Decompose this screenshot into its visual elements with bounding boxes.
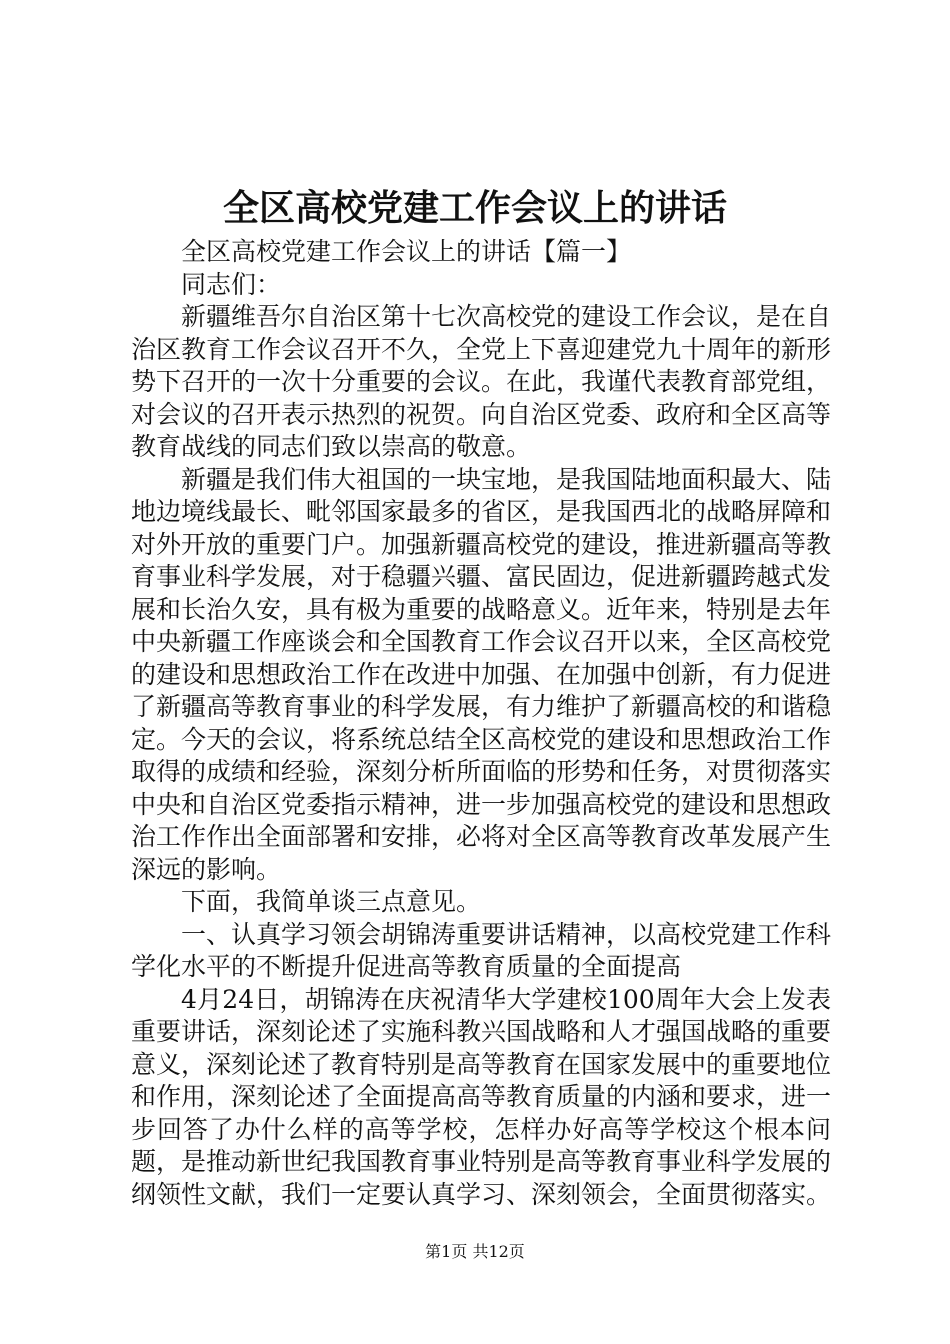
point-heading: 一、认真学习领会胡锦涛重要讲话精神，以高校党建工作科学化水平的不断提升促进高等教育质量的全面提高 (131, 919, 832, 981)
paragraph: 新疆是我们伟大祖国的一块宝地，是我国陆地面积最大、陆地边境线最长、毗邻国家最多的省区，是我国西北的战略屏障和对外开放的重要门户。加强新疆高校党的建设，推进新疆高等教育事业科学发展，对于稳疆兴疆、富民固边，促进新疆跨越式发展和长治久安，具有极为重要的战略意义。近年来，特别是去年中央新疆工作座谈会和全国教育工作会议召开以来，全区高校党的建设和思想政治工作在改进中加强、在加强中创新，有力促进了新疆高等教育事业的科学发展，有力维护了新疆高校的和谐稳定。今天的会议，将系统总结全区高校党的建设和思想政治工作取得的成绩和经验，深刻分析所面临的形势和任务，对贯彻落实中央和自治区党委指示精神，进一步加强高校党的建设和思想政治工作作出全面部署和安排，必将对全区高等教育改革发展产生深远的影响。 (131, 464, 832, 884)
section-heading: 全区高校党建工作会议上的讲话【篇一】 (181, 237, 632, 266)
document-title: 全区高校党建工作会议上的讲话 (222, 187, 727, 229)
document-body (131, 236, 831, 1211)
paragraph: 新疆维吾尔自治区第十七次高校党的建设工作会议，是在自治区教育工作会议召开不久，全党上下喜迎建党九十周年的新形势下召开的一次十分重要的会议。在此，我谨代表教育部党组，对会议的召开表示热烈的祝贺。向自治区党委、政府和全区高等教育战线的同志们致以崇高的敬意。 (131, 302, 832, 461)
salutation: 同志们： (181, 269, 282, 299)
page-number: 第1页 共12页 (425, 1242, 525, 1261)
paragraph: 下面，我简单谈三点意见。 (181, 887, 482, 916)
paragraph: 4月24日，胡锦涛在庆祝清华大学建校100周年大会上发表重要讲话，深刻论述了实施科教兴国战略和人才强国战略的重要意义，深刻论述了教育特别是高等教育在国家发展中的重要地位和作用，深刻论述了全面提高高等教育质量的内涵和要求，进一步回答了办什么样的高等学校，怎样办好高等学校这个根本问题，是推动新世纪我国教育事业特别是高等教育事业科学发展的纲领性文献，我们一定要认真学习、深刻领会，全面贯彻落实。 (131, 984, 832, 1209)
